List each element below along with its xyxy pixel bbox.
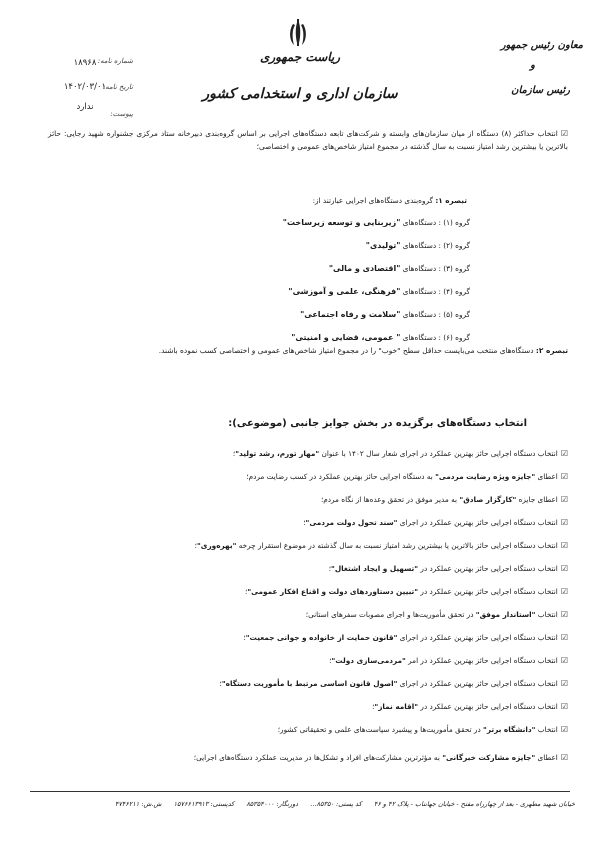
group-name: " عمومی، قضایی و امنیتی": [291, 333, 401, 342]
addressee-line-2: و: [530, 60, 535, 71]
award-item-title: "اقامه نماز": [374, 702, 419, 711]
award-item-title: "استاندار موفق": [475, 610, 536, 619]
checkbox-arrow-icon: ☑: [560, 679, 568, 688]
award-item-suffix: ؛: [219, 679, 222, 688]
award-item-suffix: ؛: [303, 518, 306, 527]
section-title: انتخاب دستگاه‌های برگزیده در بخش جوایز جانبی (موضوعی):: [228, 418, 527, 429]
org-line-1: ریاست جمهوری: [259, 50, 341, 64]
group-line: [300, 309, 470, 321]
footer: [20, 800, 575, 808]
number-value: ۱۸۹۶۸: [73, 58, 97, 68]
award-item-title: "جایزه مشارکت خبرگانی": [442, 753, 536, 762]
checkbox-arrow-icon: ☑: [560, 610, 568, 619]
checkbox-arrow-icon: ☑: [560, 587, 568, 596]
award-item-title: "اصول قانون اساسی مرتبط با مأموریت دستگاه": [221, 679, 398, 688]
group-name: "سلامت و رفاه اجتماعی": [300, 310, 401, 319]
footer-postcode: کدپستی: ۱۵۷۶۶۱۳۹۱۳: [173, 800, 235, 808]
note1-title: تبصره ۱:: [435, 196, 467, 205]
note2-text: دستگاه‌های منتخب می‌بایست حداقل سطح "خوب" را در مجموع امتیاز شاخص‌های عمومی و اختصاصی کسب نموده باشند.: [158, 346, 536, 355]
checkbox-arrow-icon: ☑: [560, 656, 568, 665]
group-line: [329, 263, 470, 275]
group-prefix: گروه (۲) : دستگاه‌های: [400, 241, 470, 250]
footer-address: خیابان شهید مطهری - بعد از چهارراه مفتح - خیابان جهانتاب - پلاک ۴۲ و ۴۶: [373, 800, 575, 808]
award-item: [329, 563, 568, 575]
award-item-suffix: ؛: [194, 541, 197, 550]
award-item-suffix: به مدیر موفق در تحقق وعده‌ها از نگاه مردم؛: [320, 495, 460, 504]
award-item-text: انتخاب دستگاه اجرایی حائز بهترین عملکرد در: [418, 564, 558, 573]
attachment-value: ندارد: [76, 102, 94, 112]
award-item: [243, 632, 568, 644]
award-item-suffix: به دستگاه اجرایی حائز بهترین عملکرد در کسب رضایت مردم؛: [246, 472, 436, 481]
checkbox-arrow-icon: ☑: [560, 495, 568, 504]
award-item-suffix: ؛: [372, 702, 375, 711]
award-item-suffix: ؛: [245, 587, 248, 596]
award-item-title: "سند تحول دولت مردمی": [305, 518, 398, 527]
footer-divider: [30, 791, 570, 792]
group-prefix: گروه (۴) : دستگاه‌های: [400, 287, 470, 296]
group-line: [283, 217, 470, 229]
checkbox-arrow-icon: ☑: [560, 541, 568, 550]
award-item-suffix: ؛: [243, 633, 246, 642]
award-item-text: اعطای جایزه: [516, 495, 558, 504]
attachment-label: پیوست:: [110, 110, 133, 118]
award-item-text: انتخاب دستگاه اجرایی حائز بهترین عملکرد در: [418, 587, 558, 596]
checkbox-arrow-icon: ☑: [560, 702, 568, 711]
award-item: [245, 586, 568, 598]
award-item-suffix: در تحقق مأموریت‌ها و اجرای مصوبات سفرهای استانی؛: [305, 610, 476, 619]
addressee-line-3: رئیس سازمان: [511, 85, 570, 96]
award-item-text: انتخاب دستگاه اجرایی حائز بهترین عملکرد در: [418, 702, 558, 711]
footer-phone: دورنگار: ۸۵۳۵۴۰۰۰: [246, 800, 299, 808]
award-item-title: "دانشگاه برتر": [483, 725, 536, 734]
addressee-line-1: معاون رئیس جمهور: [500, 40, 583, 51]
award-item-text: انتخاب دستگاه اجرایی حائز بهترین عملکرد در اجرای: [397, 633, 558, 642]
checkbox-arrow-icon: ☑: [560, 449, 568, 458]
award-item: [306, 609, 568, 621]
date-value: ۱۴۰۲/۰۳/۰۱: [63, 82, 107, 92]
award-item-title: "مهار تورم، رشد تولید": [235, 449, 320, 458]
checkbox-arrow-icon: ☑: [560, 725, 568, 734]
award-item-title: "قانون حمایت از خانواده و جوانی جمعیت": [245, 633, 398, 642]
group-prefix: گروه (۵) : دستگاه‌های: [400, 310, 470, 319]
award-item: [220, 678, 568, 690]
group-line: [288, 286, 470, 298]
award-item-text: انتخاب دستگاه اجرایی حائز بهترین عملکرد در اجرای: [397, 679, 558, 688]
group-prefix: گروه (۱) : دستگاه‌های: [400, 218, 470, 227]
checkbox-arrow-icon: ☑: [560, 472, 568, 481]
award-item-suffix: ؛: [328, 564, 332, 573]
award-item-title: "جایزه ویژه رضایت مردمی": [435, 472, 536, 481]
award-item-title: "بهره‌وری": [196, 541, 237, 550]
award-item-suffix: در تحقق مأموریت‌ها و پیشبرد سیاست‌های علمی و تحقیقاتی کشور؛: [277, 725, 484, 734]
award-item: [233, 448, 568, 460]
group-prefix: گروه (۶) : دستگاه‌های: [400, 333, 470, 342]
award-item-text: انتخاب: [535, 610, 558, 619]
award-item-title: "مردمی‌سازی دولت": [331, 656, 406, 665]
checkbox-arrow-icon: ☑: [560, 753, 568, 762]
award-item-title: "کارگزار صادق": [459, 495, 517, 504]
award-item-title: "تسهیل و ایجاد اشتغال": [331, 564, 419, 573]
award-item-suffix: ؛: [232, 449, 236, 458]
iran-emblem-icon: [285, 18, 311, 48]
number-label: شماره نامه:: [97, 57, 133, 65]
award-item: [372, 701, 568, 713]
note2-title: تبصره ۲:: [535, 346, 568, 355]
award-item: [303, 517, 568, 529]
award-item: [329, 655, 568, 667]
award-item-suffix: ؛: [329, 656, 332, 665]
award-item: [278, 724, 568, 736]
award-item-text: انتخاب دستگاه اجرایی حائز بهترین عملکرد در اجرای شعار سال ۱۴۰۲ با عنوان: [319, 449, 558, 458]
checkbox-arrow-icon: ☑: [560, 633, 568, 642]
award-item: [246, 471, 568, 483]
checkbox-arrow-icon: ☑: [560, 129, 568, 138]
group-name: "فرهنگی، علمی و آموزشی": [288, 287, 401, 296]
award-item-text: اعطای: [535, 472, 558, 481]
award-item-title: "تبیین دستاوردهای دولت و اقناع افکار عمومی": [247, 587, 419, 596]
footer-postal: کد پستی: ۸۵۳۵۰...: [310, 800, 362, 808]
award-item-text: انتخاب دستگاه اجرایی حائز بهترین عملکرد در اجرای: [397, 518, 558, 527]
award-item-suffix: به مؤثرترین مشارکت‌های افراد و تشکل‌ها در مدیریت عملکرد دستگاه‌های اجرایی؛: [193, 753, 443, 762]
award-item-text: انتخاب دستگاه اجرایی حائز بهترین عملکرد در امر: [405, 656, 558, 665]
group-name: "اقتصادی و مالی": [328, 264, 401, 273]
intro-paragraph: [48, 127, 568, 153]
note2: [48, 344, 568, 357]
award-item-text: انتخاب: [535, 725, 558, 734]
group-name: "زیربنایی و توسعه زیرساخت": [282, 218, 401, 227]
award-item: [28, 747, 568, 769]
footer-fax: ش.ش: ۴۷۴۶۲۱۱: [114, 800, 162, 808]
checkbox-arrow-icon: ☑: [560, 564, 568, 573]
checkbox-arrow-icon: ☑: [560, 518, 568, 527]
award-item-text: انتخاب دستگاه اجرایی حائز بالاترین یا بیشترین رشد امتیاز نسبت به سال گذشته در موضوع استقرار چرخه: [236, 541, 558, 550]
group-prefix: گروه (۳) : دستگاه‌های: [400, 264, 470, 273]
group-name: "تولیدی": [365, 241, 401, 250]
note1: [313, 195, 467, 207]
group-line: [366, 240, 470, 252]
intro-text: انتخاب حداکثر (۸) دستگاه از میان سازمان‌های وابسته و شرکت‌های تابعه دستگاه‌های اجرایی بر اساس گروه‌بندی دبیرخانه ستاد مرکزی جشنواره شهید رجایی: حائز بالاترین یا بیشترین رشد امتیاز نسبت به سال گذشته در مجموع امتیاز شاخص‌های عمومی و اختصاصی؛: [48, 129, 568, 151]
award-item-text: اعطای: [535, 753, 558, 762]
award-item: [321, 494, 568, 506]
award-item: [195, 540, 568, 552]
note1-text: گروه‌بندی دستگاه‌های اجرایی عبارتند از:: [312, 196, 436, 205]
org-line-2: سازمان اداری و استخدامی کشور: [202, 86, 398, 102]
date-label: تاریخ نامه:: [102, 83, 133, 91]
group-line: [291, 332, 470, 344]
